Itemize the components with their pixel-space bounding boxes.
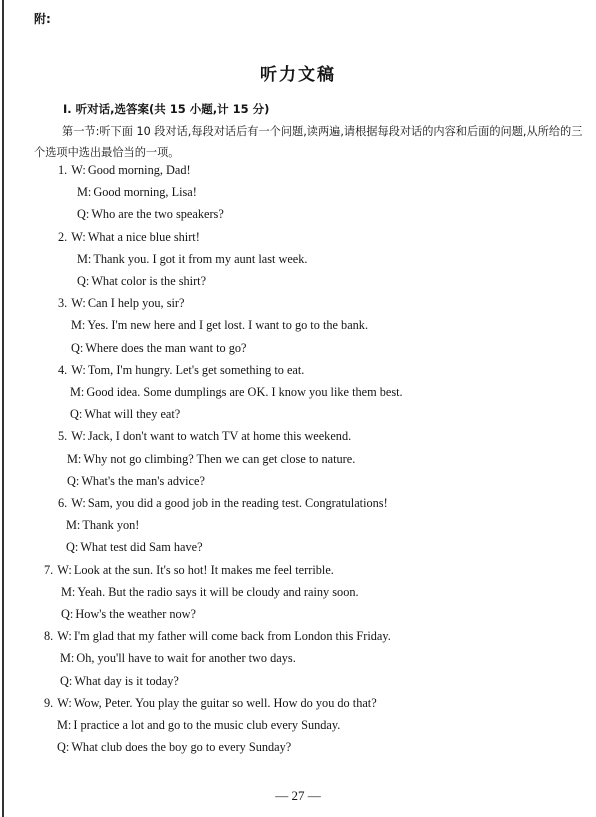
dialogue-number: 4. [58, 362, 68, 377]
speaker-label: W: [57, 695, 72, 710]
speaker-label: Q: [70, 407, 83, 422]
speaker-label: M: [70, 385, 85, 399]
utterance-text: Sam, you did a good job in the reading test. Congratulations! [87, 496, 388, 510]
dialogue-number: 5. [58, 429, 68, 444]
dialogue-number: 6. [58, 496, 68, 510]
speaker-label: W: [71, 229, 86, 244]
dialogue-number: 3. [58, 296, 68, 311]
speaker-label: M: [77, 185, 92, 200]
speaker-label: W: [57, 562, 72, 577]
dialogue-line [61, 607, 196, 622]
dialogue-line [44, 563, 334, 578]
utterance-text: I'm glad that my father will come back from London this Friday. [73, 629, 391, 644]
speaker-label: W: [57, 629, 72, 644]
speaker-label: M: [66, 518, 81, 533]
utterance-text: Wow, Peter. You play the guitar so well. How do you do that? [73, 695, 377, 710]
speaker-label: M: [67, 451, 82, 466]
utterance-text: What's the man's advice? [81, 473, 205, 488]
dialogue-line [77, 185, 197, 200]
speaker-label: W: [71, 296, 86, 311]
utterance-text: Good morning, Dad! [87, 163, 191, 177]
dialogue-line [58, 230, 200, 245]
utterance-text: How's the weather now? [75, 607, 197, 621]
dialogue-number: 9. [44, 695, 54, 710]
speaker-label: Q: [66, 540, 79, 555]
dialogue-line [58, 496, 388, 511]
dialogue-number: 7. [44, 562, 54, 577]
page-edge-rule [2, 0, 4, 817]
utterance-text: I practice a lot and go to the music club every Sunday. [73, 718, 341, 732]
speaker-label: Q: [60, 673, 73, 688]
dialogue-line [66, 518, 139, 533]
dialogue-line [57, 718, 340, 733]
speaker-label: M: [71, 318, 86, 333]
section-instruction: 第一节:听下面 10 段对话,每段对话后有一个问题,读两遍,请根据每段对话的内容和后面的问题,从所给的三个选项中选出最恰当的一项。 [34, 125, 583, 159]
utterance-text: What test did Sam have? [80, 540, 203, 555]
dialogue-line [60, 651, 296, 666]
section-heading: I. 听对话,选答案(共 15 小题,计 15 分) [63, 102, 270, 116]
utterance-text: Oh, you'll have to wait for another two days. [76, 651, 296, 666]
dialogue-line [67, 474, 205, 489]
speaker-label: M: [77, 251, 92, 266]
utterance-text: What day is it today? [74, 673, 179, 688]
page-title: 听力文稿 [260, 65, 336, 85]
dialogue-line [70, 407, 180, 422]
dialogue-line [57, 740, 291, 755]
dialogue-line [67, 452, 355, 467]
utterance-text: What a nice blue shirt! [87, 229, 200, 244]
utterance-text: What color is the shirt? [91, 274, 207, 288]
speaker-label: M: [60, 651, 75, 666]
utterance-text: Jack, I don't want to watch TV at home this weekend. [87, 429, 352, 444]
dialogue-number: 1. [58, 163, 68, 177]
dialogue-line [71, 318, 368, 333]
speaker-label: Q: [61, 607, 74, 621]
dialogue-line [58, 163, 191, 178]
speaker-label: W: [71, 163, 86, 177]
utterance-text: Thank yon! [82, 518, 140, 533]
dialogue-line [44, 629, 391, 644]
page-number: — 27 — [275, 788, 321, 803]
utterance-text: Why not go climbing? Then we can get close to nature. [83, 451, 356, 466]
utterance-text: Yes. I'm new here and I get lost. I want to go to the bank. [87, 318, 369, 333]
speaker-label: M: [61, 584, 76, 599]
utterance-text: Tom, I'm hungry. Let's get something to eat. [87, 362, 305, 377]
dialogue-line [77, 252, 308, 267]
dialogue-line [60, 674, 179, 689]
dialogue-line [77, 207, 224, 222]
speaker-label: Q: [57, 740, 70, 755]
utterance-text: Where does the man want to go? [85, 340, 247, 355]
utterance-text: Good idea. Some dumplings are OK. I know you like them best. [86, 385, 403, 399]
dialogue-line [61, 585, 359, 600]
appendix-label: 附: [34, 12, 51, 26]
dialogue-line [66, 540, 203, 555]
speaker-label: M: [57, 718, 72, 732]
dialogue-number: 2. [58, 229, 68, 244]
utterance-text: What club does the boy go to every Sunday? [71, 740, 292, 755]
speaker-label: Q: [77, 274, 90, 288]
utterance-text: What will they eat? [84, 407, 181, 422]
speaker-label: Q: [67, 473, 80, 488]
utterance-text: Who are the two speakers? [91, 207, 224, 222]
utterance-text: Yeah. But the radio says it will be cloudy and rainy soon. [77, 584, 359, 599]
speaker-label: Q: [71, 340, 84, 355]
dialogue-line [77, 274, 206, 289]
utterance-text: Look at the sun. It's so hot! It makes me feel terrible. [73, 562, 334, 577]
dialogue-line [44, 696, 377, 711]
dialogue-line [70, 385, 403, 400]
speaker-label: W: [71, 496, 86, 510]
speaker-label: W: [71, 362, 86, 377]
dialogue-line [71, 341, 246, 356]
dialogue-line [58, 429, 351, 444]
utterance-text: Can I help you, sir? [87, 296, 185, 311]
utterance-text: Good morning, Lisa! [93, 185, 197, 200]
speaker-label: Q: [77, 207, 90, 222]
dialogue-line [58, 296, 184, 311]
utterance-text: Thank you. I got it from my aunt last week. [93, 251, 308, 266]
speaker-label: W: [71, 429, 86, 444]
dialogue-line [58, 363, 304, 378]
dialogue-number: 8. [44, 629, 54, 644]
